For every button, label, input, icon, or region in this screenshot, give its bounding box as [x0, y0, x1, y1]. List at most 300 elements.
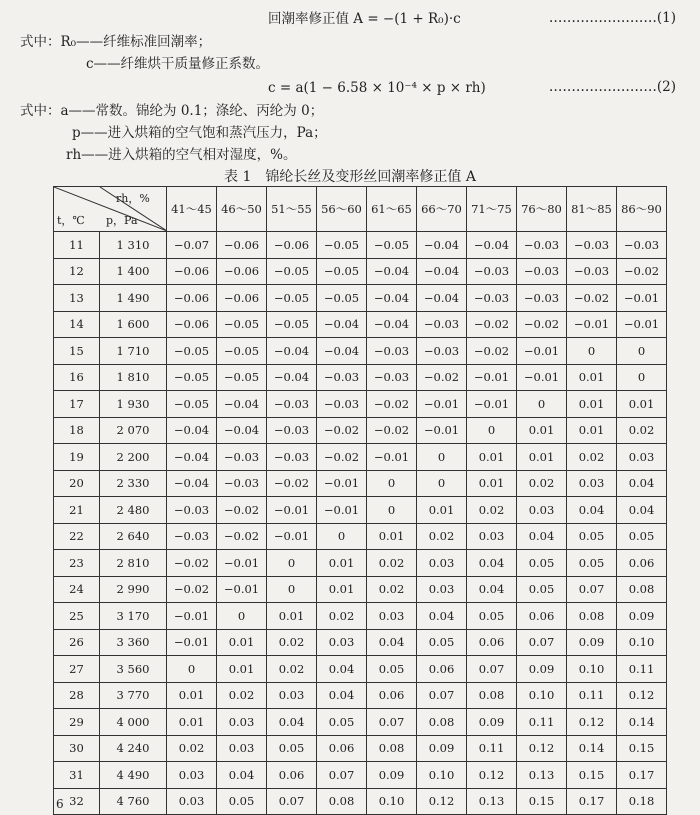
correction-value-cell: 0.01 — [217, 656, 267, 683]
correction-value-cell: 0.06 — [467, 629, 517, 656]
correction-value-cell: 0.03 — [417, 550, 467, 577]
correction-value-cell: 0.07 — [467, 656, 517, 683]
correction-value-cell: 0.10 — [417, 762, 467, 789]
column-header-rh: 76～80 — [517, 187, 567, 232]
correction-value-cell: 0 — [267, 550, 317, 577]
temperature-cell: 19 — [54, 444, 100, 471]
column-header-rh: 71～75 — [467, 187, 517, 232]
correction-value-cell: 0.04 — [217, 762, 267, 789]
correction-value-cell: 0.09 — [517, 656, 567, 683]
correction-value-cell: 0.08 — [317, 788, 367, 815]
pressure-cell: 4 490 — [100, 762, 167, 789]
correction-value-cell: −0.02 — [217, 523, 267, 550]
formula-2: c = a(1 − 6.58 × 10⁻⁴ × p × rh) — [268, 80, 486, 96]
correction-value-cell: −0.04 — [367, 285, 417, 312]
correction-value-cell: −0.03 — [567, 232, 617, 259]
correction-value-cell: 0.01 — [317, 576, 367, 603]
correction-value-cell: 0.01 — [367, 523, 417, 550]
correction-value-cell: −0.05 — [217, 364, 267, 391]
correction-value-cell: −0.06 — [217, 285, 267, 312]
temperature-cell: 25 — [54, 603, 100, 630]
correction-value-cell: 0.07 — [517, 629, 567, 656]
correction-value-cell: −0.03 — [267, 391, 317, 418]
pressure-cell: 3 360 — [100, 629, 167, 656]
pressure-cell: 1 810 — [100, 364, 167, 391]
correction-value-cell: −0.04 — [267, 364, 317, 391]
correction-value-cell: 0.12 — [517, 735, 567, 762]
correction-value-cell: −0.04 — [167, 444, 217, 471]
correction-value-cell: 0.03 — [417, 576, 467, 603]
correction-value-cell: 0.03 — [167, 762, 217, 789]
correction-value-cell: −0.02 — [567, 285, 617, 312]
correction-value-cell: 0.06 — [617, 550, 667, 577]
correction-value-cell: 0.06 — [367, 682, 417, 709]
correction-value-cell: 0.03 — [217, 735, 267, 762]
correction-value-cell: 0.05 — [567, 523, 617, 550]
correction-value-cell: −0.03 — [467, 258, 517, 285]
correction-value-cell: 0.02 — [217, 682, 267, 709]
correction-value-cell: 0.04 — [617, 470, 667, 497]
page-number: 6 — [56, 797, 64, 811]
temperature-cell: 27 — [54, 656, 100, 683]
pressure-cell: 2 990 — [100, 576, 167, 603]
correction-value-cell: 0 — [217, 603, 267, 630]
corner-label-rh: rh，% — [116, 192, 150, 205]
pressure-cell: 3 770 — [100, 682, 167, 709]
correction-value-cell: −0.03 — [517, 258, 567, 285]
correction-value-cell: 0.05 — [367, 656, 417, 683]
column-header-rh: 81～85 — [567, 187, 617, 232]
correction-value-cell: 0.05 — [267, 735, 317, 762]
correction-value-cell: 0.07 — [417, 682, 467, 709]
correction-value-cell: 0.01 — [567, 364, 617, 391]
correction-value-cell: 0.10 — [617, 629, 667, 656]
correction-value-cell: −0.03 — [517, 285, 567, 312]
temperature-cell: 18 — [54, 417, 100, 444]
correction-value-cell: −0.03 — [517, 232, 567, 259]
formula-1-number: ……………………(1) — [548, 10, 676, 26]
temperature-cell: 17 — [54, 391, 100, 418]
correction-value-cell: −0.04 — [467, 232, 517, 259]
temperature-cell: 20 — [54, 470, 100, 497]
pressure-cell: 4 760 — [100, 788, 167, 815]
correction-value-cell: −0.04 — [417, 232, 467, 259]
temperature-cell: 11 — [54, 232, 100, 259]
correction-value-cell: 0.09 — [417, 735, 467, 762]
table-row — [54, 497, 667, 524]
correction-value-cell: 0.03 — [167, 788, 217, 815]
correction-value-cell: −0.01 — [217, 576, 267, 603]
correction-value-cell: 0.12 — [617, 682, 667, 709]
correction-value-cell: 0.11 — [467, 735, 517, 762]
temperature-cell: 15 — [54, 338, 100, 365]
correction-value-cell: 0.17 — [567, 788, 617, 815]
correction-value-cell: −0.01 — [617, 311, 667, 338]
formula-2-number: ……………………(2) — [548, 79, 676, 95]
correction-value-cell: −0.02 — [217, 497, 267, 524]
pressure-cell: 4 000 — [100, 709, 167, 736]
correction-value-cell: 0.07 — [367, 709, 417, 736]
correction-value-cell: −0.04 — [367, 311, 417, 338]
pressure-cell: 2 330 — [100, 470, 167, 497]
correction-value-cell: −0.05 — [167, 364, 217, 391]
table-row — [54, 550, 667, 577]
table-row — [54, 285, 667, 312]
correction-value-cell: −0.01 — [367, 444, 417, 471]
correction-value-cell: 0.09 — [617, 603, 667, 630]
correction-value-cell: 0.08 — [467, 682, 517, 709]
column-header-rh: 61～65 — [367, 187, 417, 232]
correction-value-cell: 0 — [367, 497, 417, 524]
correction-value-cell: 0.05 — [417, 629, 467, 656]
pressure-cell: 1 310 — [100, 232, 167, 259]
correction-value-cell: 0.12 — [467, 762, 517, 789]
pressure-cell: 1 400 — [100, 258, 167, 285]
pressure-cell: 1 490 — [100, 285, 167, 312]
correction-value-cell: 0.07 — [267, 788, 317, 815]
table-corner-cell — [54, 187, 167, 232]
correction-value-cell: −0.04 — [217, 391, 267, 418]
correction-value-cell: 0 — [567, 338, 617, 365]
correction-value-cell: 0 — [417, 444, 467, 471]
correction-value-cell: 0.09 — [467, 709, 517, 736]
correction-value-cell: −0.04 — [217, 417, 267, 444]
correction-value-cell: 0.02 — [417, 523, 467, 550]
correction-value-cell: −0.01 — [617, 285, 667, 312]
correction-value-cell: −0.01 — [217, 550, 267, 577]
table-row — [54, 523, 667, 550]
correction-value-cell: 0.01 — [467, 444, 517, 471]
table-row — [54, 735, 667, 762]
correction-value-cell: 0.04 — [567, 497, 617, 524]
correction-value-cell: −0.01 — [167, 603, 217, 630]
correction-value-cell: −0.01 — [517, 364, 567, 391]
correction-value-cell: −0.03 — [167, 497, 217, 524]
correction-value-cell: 0 — [267, 576, 317, 603]
correction-value-cell: −0.05 — [317, 258, 367, 285]
table-row — [54, 603, 667, 630]
table-row — [54, 629, 667, 656]
correction-value-cell: 0.08 — [617, 576, 667, 603]
correction-value-cell: −0.03 — [267, 417, 317, 444]
pressure-cell: 1 710 — [100, 338, 167, 365]
correction-value-cell: −0.02 — [317, 444, 367, 471]
column-header-rh: 46～50 — [217, 187, 267, 232]
correction-value-cell: 0.17 — [617, 762, 667, 789]
correction-value-cell: −0.03 — [567, 258, 617, 285]
correction-value-cell: −0.02 — [167, 550, 217, 577]
correction-value-cell: 0.03 — [367, 603, 417, 630]
temperature-cell: 14 — [54, 311, 100, 338]
correction-value-cell: 0 — [617, 364, 667, 391]
correction-value-cell: −0.02 — [367, 391, 417, 418]
correction-value-cell: −0.01 — [267, 497, 317, 524]
correction-value-cell: −0.05 — [167, 338, 217, 365]
correction-value-cell: 0.04 — [317, 656, 367, 683]
where-line-1: 式中：R₀——纤维标准回潮率； — [20, 34, 212, 50]
correction-value-cell: 0.15 — [617, 735, 667, 762]
correction-value-cell: 0.03 — [567, 470, 617, 497]
temperature-cell: 28 — [54, 682, 100, 709]
correction-value-cell: −0.02 — [367, 417, 417, 444]
table-row — [54, 311, 667, 338]
temperature-cell: 13 — [54, 285, 100, 312]
temperature-cell: 31 — [54, 762, 100, 789]
where-line-2: c——纤维烘干质量修正系数。 — [86, 56, 270, 72]
correction-value-cell: −0.03 — [317, 364, 367, 391]
correction-value-cell: 0.02 — [167, 735, 217, 762]
column-header-rh: 86～90 — [617, 187, 667, 232]
correction-value-cell: 0.18 — [617, 788, 667, 815]
correction-value-cell: −0.03 — [217, 470, 267, 497]
correction-value-cell: 0.05 — [467, 603, 517, 630]
table-row — [54, 338, 667, 365]
correction-value-cell: 0.02 — [367, 576, 417, 603]
correction-value-cell: 0.04 — [367, 629, 417, 656]
column-header-rh: 56～60 — [317, 187, 367, 232]
correction-value-cell: 0.09 — [367, 762, 417, 789]
correction-value-cell: −0.05 — [267, 258, 317, 285]
table-header-row — [54, 187, 667, 232]
correction-value-cell: 0.09 — [567, 629, 617, 656]
correction-value-cell: −0.04 — [167, 417, 217, 444]
correction-value-cell: 0 — [417, 470, 467, 497]
correction-value-cell: 0.07 — [567, 576, 617, 603]
correction-value-cell: −0.01 — [267, 523, 317, 550]
correction-value-cell: 0.04 — [467, 550, 517, 577]
correction-value-cell: −0.04 — [317, 338, 367, 365]
correction-value-cell: 0.10 — [517, 682, 567, 709]
correction-value-cell: 0.10 — [567, 656, 617, 683]
temperature-cell: 21 — [54, 497, 100, 524]
correction-value-cell: 0.06 — [317, 735, 367, 762]
correction-value-cell: 0.12 — [567, 709, 617, 736]
correction-value-cell: 0 — [367, 470, 417, 497]
correction-value-cell: 0.08 — [567, 603, 617, 630]
pressure-cell: 1 600 — [100, 311, 167, 338]
table-row — [54, 576, 667, 603]
correction-value-cell: −0.02 — [617, 258, 667, 285]
where-line-3: 式中：a——常数。锦纶为 0.1；涤纶、丙纶为 0； — [20, 103, 324, 119]
correction-value-cell: −0.03 — [467, 285, 517, 312]
correction-value-cell: 0.13 — [467, 788, 517, 815]
where-line-4: p——进入烘箱的空气饱和蒸汽压力，Pa； — [72, 125, 327, 141]
correction-value-cell: 0.03 — [467, 523, 517, 550]
correction-value-cell: 0.01 — [317, 550, 367, 577]
correction-value-cell: −0.06 — [217, 232, 267, 259]
correction-value-cell: 0 — [317, 523, 367, 550]
correction-value-cell: 0.02 — [267, 629, 317, 656]
pressure-cell: 2 810 — [100, 550, 167, 577]
temperature-cell: 26 — [54, 629, 100, 656]
correction-value-cell: −0.03 — [417, 338, 467, 365]
temperature-cell: 23 — [54, 550, 100, 577]
temperature-cell: 16 — [54, 364, 100, 391]
table-row — [54, 364, 667, 391]
correction-value-cell: 0.11 — [617, 656, 667, 683]
correction-value-cell: 0.02 — [567, 444, 617, 471]
correction-value-cell: 0.01 — [567, 391, 617, 418]
correction-value-cell: 0 — [167, 656, 217, 683]
correction-value-cell: −0.03 — [617, 232, 667, 259]
table-caption: 表 1 锦纶长丝及变形丝回潮率修正值 A — [224, 169, 476, 185]
pressure-cell: 3 560 — [100, 656, 167, 683]
correction-value-cell: 0.10 — [367, 788, 417, 815]
correction-value-cell: 0.04 — [317, 682, 367, 709]
correction-value-cell: 0.04 — [617, 497, 667, 524]
correction-value-cell: 0.15 — [517, 788, 567, 815]
correction-value-cell: 0.02 — [367, 550, 417, 577]
correction-value-cell: −0.02 — [267, 470, 317, 497]
correction-value-cell: 0.05 — [567, 550, 617, 577]
correction-value-cell: 0.01 — [467, 470, 517, 497]
correction-value-cell: 0.01 — [417, 497, 467, 524]
correction-value-cell: −0.02 — [167, 576, 217, 603]
table-row — [54, 470, 667, 497]
correction-value-cell: 0.14 — [567, 735, 617, 762]
correction-value-cell: −0.04 — [367, 258, 417, 285]
pressure-cell: 1 930 — [100, 391, 167, 418]
correction-value-cell: −0.01 — [167, 629, 217, 656]
correction-value-cell: −0.01 — [467, 391, 517, 418]
correction-value-cell: −0.01 — [417, 391, 467, 418]
correction-value-cell: 0.05 — [317, 709, 367, 736]
correction-value-cell: 0.01 — [517, 417, 567, 444]
correction-value-cell: 0.14 — [617, 709, 667, 736]
correction-table — [53, 186, 667, 815]
correction-value-cell: 0.11 — [517, 709, 567, 736]
temperature-cell: 24 — [54, 576, 100, 603]
correction-value-cell: −0.03 — [167, 523, 217, 550]
correction-value-cell: −0.01 — [417, 417, 467, 444]
correction-value-cell: 0.08 — [417, 709, 467, 736]
correction-value-cell: −0.03 — [367, 364, 417, 391]
correction-value-cell: 0.04 — [267, 709, 317, 736]
correction-value-cell: 0.05 — [517, 576, 567, 603]
correction-value-cell: −0.03 — [367, 338, 417, 365]
pressure-cell: 2 480 — [100, 497, 167, 524]
correction-value-cell: −0.02 — [467, 311, 517, 338]
correction-value-cell: −0.05 — [267, 311, 317, 338]
pressure-cell: 3 170 — [100, 603, 167, 630]
table-row — [54, 709, 667, 736]
correction-value-cell: −0.02 — [517, 311, 567, 338]
correction-value-cell: 0 — [467, 417, 517, 444]
correction-value-cell: 0.01 — [167, 682, 217, 709]
correction-value-cell: 0.13 — [517, 762, 567, 789]
correction-value-cell: −0.01 — [317, 470, 367, 497]
temperature-cell: 22 — [54, 523, 100, 550]
correction-value-cell: 0.02 — [267, 656, 317, 683]
correction-value-cell: −0.07 — [167, 232, 217, 259]
correction-value-cell: 0.01 — [167, 709, 217, 736]
correction-value-cell: 0.02 — [517, 470, 567, 497]
correction-value-cell: −0.05 — [217, 338, 267, 365]
correction-value-cell: 0.03 — [217, 709, 267, 736]
correction-value-cell: −0.05 — [267, 285, 317, 312]
correction-value-cell: −0.03 — [267, 444, 317, 471]
temperature-cell: 30 — [54, 735, 100, 762]
correction-value-cell: −0.02 — [317, 417, 367, 444]
correction-value-cell: 0.12 — [417, 788, 467, 815]
corner-label-t: t，℃ — [57, 214, 85, 227]
correction-value-cell: 0.06 — [417, 656, 467, 683]
temperature-cell: 32 — [54, 788, 100, 815]
correction-value-cell: 0.05 — [517, 550, 567, 577]
correction-value-cell: 0 — [617, 338, 667, 365]
table-row — [54, 656, 667, 683]
correction-value-cell: 0 — [517, 391, 567, 418]
correction-value-cell: 0.01 — [267, 603, 317, 630]
table-row — [54, 417, 667, 444]
correction-value-cell: 0.04 — [517, 523, 567, 550]
correction-value-cell: 0.03 — [617, 444, 667, 471]
correction-value-cell: 0.03 — [267, 682, 317, 709]
corner-label-p: p，Pa — [106, 214, 138, 227]
correction-value-cell: −0.05 — [317, 285, 367, 312]
table-row — [54, 444, 667, 471]
correction-value-cell: −0.05 — [217, 311, 267, 338]
correction-value-cell: 0.05 — [617, 523, 667, 550]
correction-value-cell: −0.01 — [567, 311, 617, 338]
column-header-rh: 66～70 — [417, 187, 467, 232]
correction-value-cell: −0.06 — [167, 285, 217, 312]
correction-value-cell: 0.08 — [367, 735, 417, 762]
correction-value-cell: −0.06 — [217, 258, 267, 285]
pressure-cell: 2 200 — [100, 444, 167, 471]
pressure-cell: 4 240 — [100, 735, 167, 762]
correction-value-cell: 0.01 — [567, 417, 617, 444]
pressure-cell: 2 070 — [100, 417, 167, 444]
correction-value-cell: 0.01 — [217, 629, 267, 656]
correction-value-cell: −0.02 — [467, 338, 517, 365]
correction-value-cell: 0.01 — [617, 391, 667, 418]
correction-value-cell: 0.04 — [417, 603, 467, 630]
correction-value-cell: 0.04 — [467, 576, 517, 603]
where-line-5: rh——进入烘箱的空气相对湿度，%。 — [66, 147, 297, 163]
correction-value-cell: −0.05 — [317, 232, 367, 259]
correction-value-cell: −0.04 — [317, 311, 367, 338]
correction-value-cell: 0.02 — [617, 417, 667, 444]
correction-value-cell: 0.11 — [567, 682, 617, 709]
correction-value-cell: −0.01 — [317, 497, 367, 524]
table-row — [54, 762, 667, 789]
correction-value-cell: 0.15 — [567, 762, 617, 789]
table-row — [54, 258, 667, 285]
correction-value-cell: −0.06 — [167, 311, 217, 338]
correction-value-cell: −0.03 — [217, 444, 267, 471]
correction-value-cell: −0.03 — [317, 391, 367, 418]
correction-value-cell: −0.02 — [417, 364, 467, 391]
correction-value-cell: −0.04 — [417, 258, 467, 285]
correction-value-cell: 0.03 — [317, 629, 367, 656]
temperature-cell: 29 — [54, 709, 100, 736]
column-header-rh: 41～45 — [167, 187, 217, 232]
correction-value-cell: 0.02 — [317, 603, 367, 630]
correction-value-cell: −0.03 — [417, 311, 467, 338]
correction-value-cell: 0.01 — [517, 444, 567, 471]
correction-value-cell: −0.05 — [167, 391, 217, 418]
table-row — [54, 682, 667, 709]
correction-value-cell: −0.01 — [517, 338, 567, 365]
table-row — [54, 232, 667, 259]
correction-value-cell: 0.02 — [467, 497, 517, 524]
pressure-cell: 2 640 — [100, 523, 167, 550]
correction-value-cell: −0.05 — [367, 232, 417, 259]
correction-value-cell: −0.04 — [267, 338, 317, 365]
correction-value-cell: 0.06 — [517, 603, 567, 630]
table-row — [54, 391, 667, 418]
